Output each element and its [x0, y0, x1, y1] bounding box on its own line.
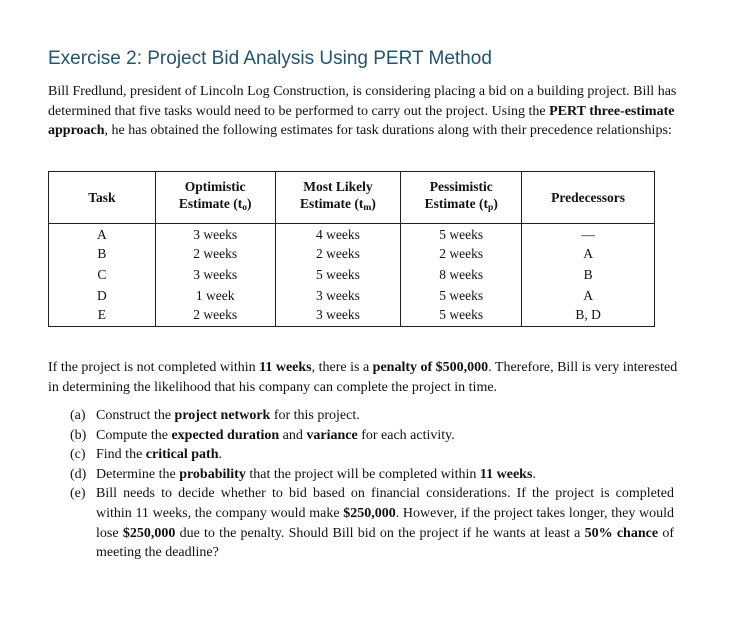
penalty-paragraph: If the project is not completed within 11 weeks, there is a penalty of $500,000. Therefore, Bill is very interested in determining the likelihood that his company can complete the project in time. [48, 360, 678, 395]
cell-optimistic: 2 weeks [155, 306, 275, 327]
question-segment: . However, if the project takes longer, they would lose [96, 505, 674, 541]
cell-predecessors: — [522, 224, 655, 245]
question-segment: Bill needs to decide whether to bid based on financial considerations. If the project is completed within 11 weeks, the company would make [96, 486, 674, 521]
cell-predecessors: A [522, 285, 655, 306]
cell-pessimistic: 5 weeks [401, 224, 522, 245]
question-emphasis: $250,000 [122, 525, 176, 541]
question-label: (b) [70, 427, 87, 443]
question-segment: of meeting the deadline? [96, 525, 674, 561]
cell-pessimistic: 2 weeks [401, 244, 522, 265]
table-row [49, 265, 655, 286]
question-emphasis: project network [174, 408, 271, 423]
cell-task: D [49, 285, 156, 306]
intro-paragraph [48, 82, 684, 141]
intro-text-2: , he has obtained the following estimates for task durations along with their precedence relationships: [104, 123, 672, 139]
penalty-bold: penalty of $500,000 [372, 360, 489, 375]
question-segment: . [218, 447, 222, 463]
question-segment: that the project will be completed within [245, 466, 480, 482]
list-item [70, 445, 674, 465]
table-row [49, 285, 655, 306]
question-segment: due to the penalty. Should Bill bid on the project if he wants at least a [175, 525, 585, 541]
cell-task: A [49, 224, 156, 245]
list-item [70, 484, 674, 562]
question-segment: Compute the [96, 427, 172, 443]
question-label: (e) [70, 486, 86, 502]
cell-task: B [49, 244, 156, 265]
question-segment: Find the [96, 447, 146, 463]
question-emphasis: $250,000 [343, 505, 396, 521]
cell-task: E [49, 306, 156, 327]
table-header-row [49, 172, 655, 224]
cell-predecessors: B, D [522, 306, 655, 327]
question-emphasis: expected duration [171, 427, 280, 443]
cell-most-likely: 5 weeks [275, 265, 401, 286]
list-item [70, 465, 674, 485]
cell-pessimistic: 5 weeks [401, 285, 522, 306]
table-row [49, 306, 655, 327]
list-item [70, 406, 674, 426]
cell-most-likely: 3 weeks [275, 285, 401, 306]
question-label: (c) [70, 447, 86, 463]
question-segment: for this project. [270, 408, 360, 423]
cell-most-likely: 3 weeks [275, 306, 401, 327]
cell-predecessors: B [522, 265, 655, 286]
table-row [49, 244, 655, 265]
question-emphasis: variance [306, 427, 358, 443]
question-text [96, 484, 674, 562]
cell-optimistic: 3 weeks [155, 224, 275, 245]
header-predecessors: Predecessors [522, 172, 655, 224]
cell-pessimistic: 5 weeks [401, 306, 522, 327]
cell-optimistic: 3 weeks [155, 265, 275, 286]
header-most-likely: Most Likely Estimate $(t_m)$ [275, 172, 401, 224]
question-text [96, 445, 674, 465]
intro-text-1: Bill Fredlund, president of Lincoln Log Construction, is considering placing a bid on a building project. Bill has determined that five tasks would need to be performed to carry out the project. Using the [48, 84, 677, 119]
question-emphasis: probability [179, 466, 246, 482]
question-text [96, 406, 674, 426]
cell-task: C [49, 265, 156, 286]
question-label: (d) [70, 466, 87, 482]
header-pessimistic: Pessimistic Estimate $(t_p)$ [401, 172, 522, 224]
cell-predecessors: A [522, 244, 655, 265]
question-emphasis: critical path [145, 447, 219, 463]
list-item [70, 426, 674, 446]
question-emphasis: 11 weeks [479, 466, 533, 482]
question-segment: . [532, 466, 536, 482]
cell-most-likely: 4 weeks [275, 224, 401, 245]
header-task: Task [49, 172, 156, 224]
questions-list [70, 406, 674, 563]
question-emphasis: 50% chance [584, 525, 659, 541]
cell-most-likely: 2 weeks [275, 244, 401, 265]
header-optimistic: Optimistic Estimate $(t_o)$ [155, 172, 275, 224]
question-segment: for each activity. [357, 427, 455, 443]
estimates-table [48, 171, 655, 327]
question-segment: Construct the [96, 408, 175, 423]
cell-optimistic: 2 weeks [155, 244, 275, 265]
deadline-bold: 11 weeks [259, 360, 312, 375]
table-row [49, 224, 655, 245]
question-text [96, 426, 674, 446]
question-label: (a) [70, 408, 86, 423]
question-text [96, 465, 674, 485]
exercise-title: Exercise 2: Project Bid Analysis Using PERT Method [48, 48, 492, 69]
question-segment: and [279, 427, 307, 443]
cell-pessimistic: 8 weeks [401, 265, 522, 286]
cell-optimistic: 1 week [155, 285, 275, 306]
question-segment: Determine the [96, 466, 180, 482]
intro-bold: PERT three-estimate approach [48, 103, 675, 139]
